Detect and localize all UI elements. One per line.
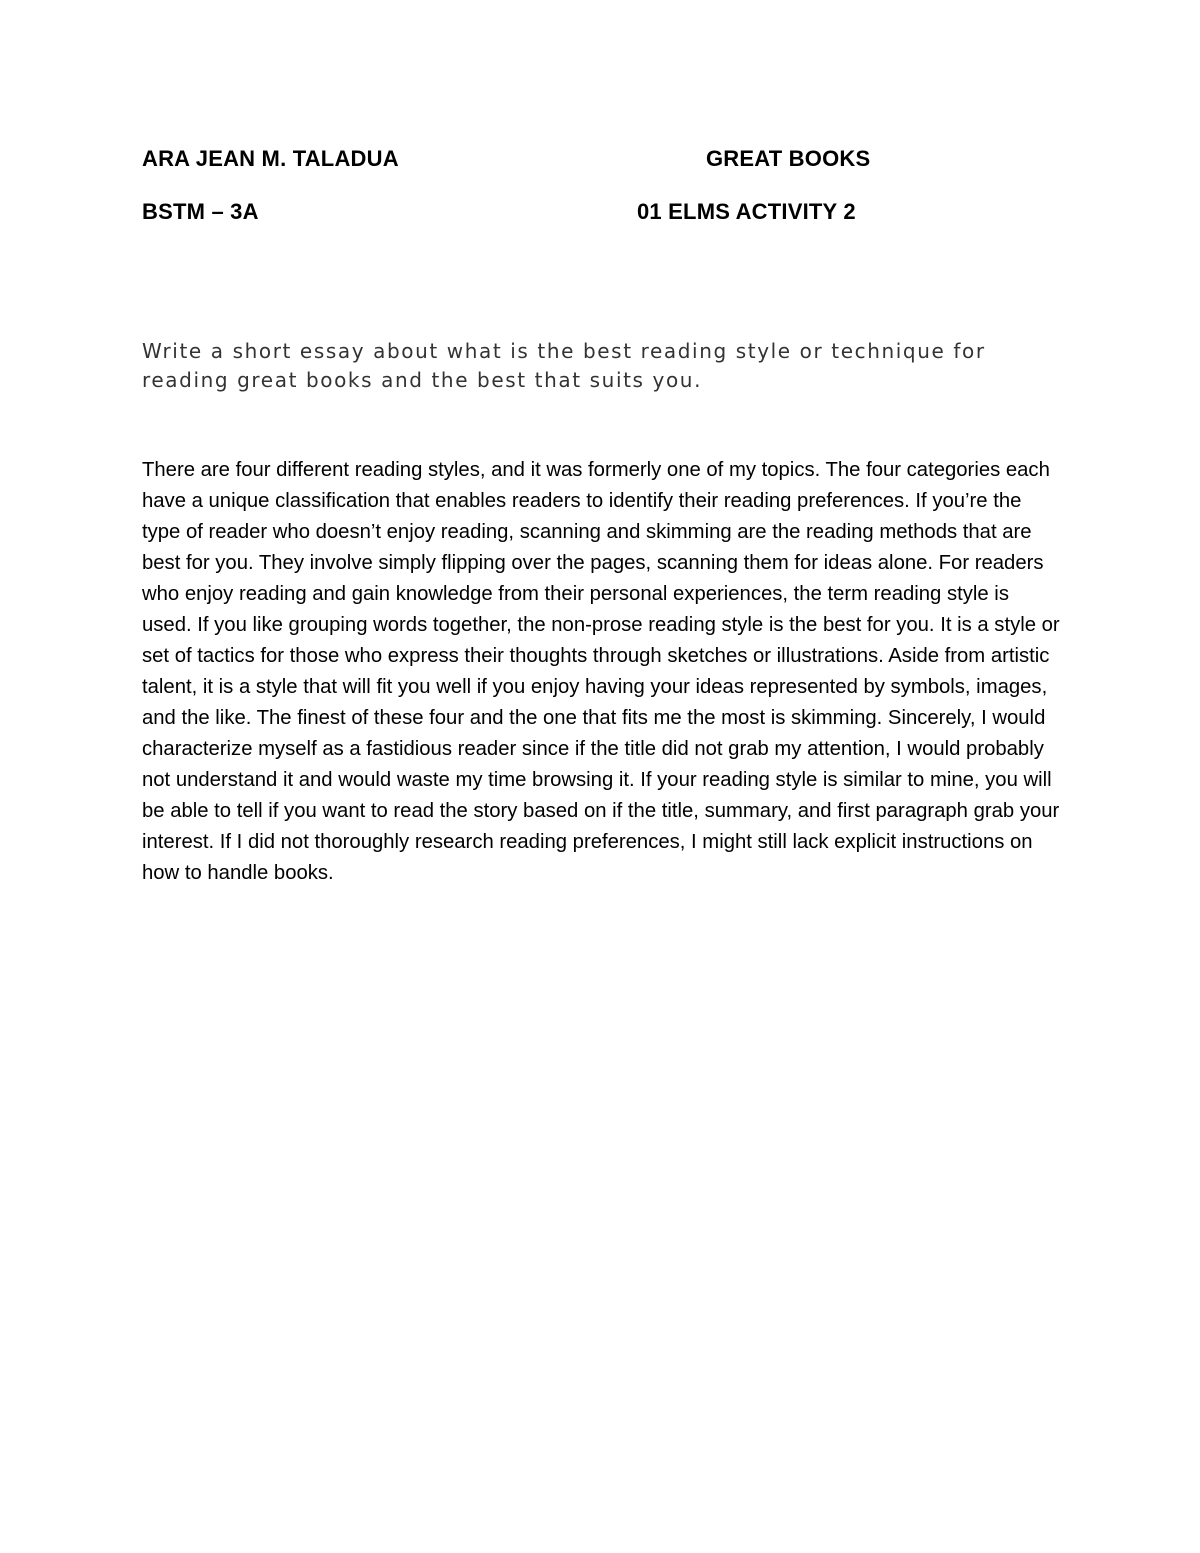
student-name: ARA JEAN M. TALADUA: [142, 146, 399, 171]
essay-prompt: Write a short essay about what is the best reading style or technique for reading great books and the best that suits you.: [142, 339, 986, 392]
student-section: BSTM – 3A: [142, 199, 259, 224]
course-title: GREAT BOOKS: [706, 146, 871, 171]
essay-body: There are four different reading styles, and it was formerly one of my topics. The four categories each have a unique classification that enables readers to identify their reading preferences. If you’re the type of reader who doesn’t enjoy reading, scanning and skimming are the reading methods that are best for you. They involve simply flipping over the pages, scanning them for ideas alone. For readers who enjoy reading and gain knowledge from their personal experiences, the term reading style is used. If you like grouping words together, the non-prose reading style is the best for you. It is a style or set of tactics for those who express their thoughts through sketches or illustrations. Aside from artistic talent, it is a style that will fit you well if you enjoy having your ideas represented by symbols, images, and the like. The finest of these four and the one that fits me the most is skimming. Sincerely, I would characterize myself as a fastidious reader since if the title did not grab my attention, I would probably not understand it and would waste my time browsing it. If your reading style is similar to mine, you will be able to tell if you want to read the story based on if the title, summary, and first paragraph grab your interest. If I did not thoroughly research reading preferences, I might still lack explicit instructions on how to handle books.: [142, 459, 1060, 884]
activity-title: 01 ELMS ACTIVITY 2: [637, 199, 856, 224]
